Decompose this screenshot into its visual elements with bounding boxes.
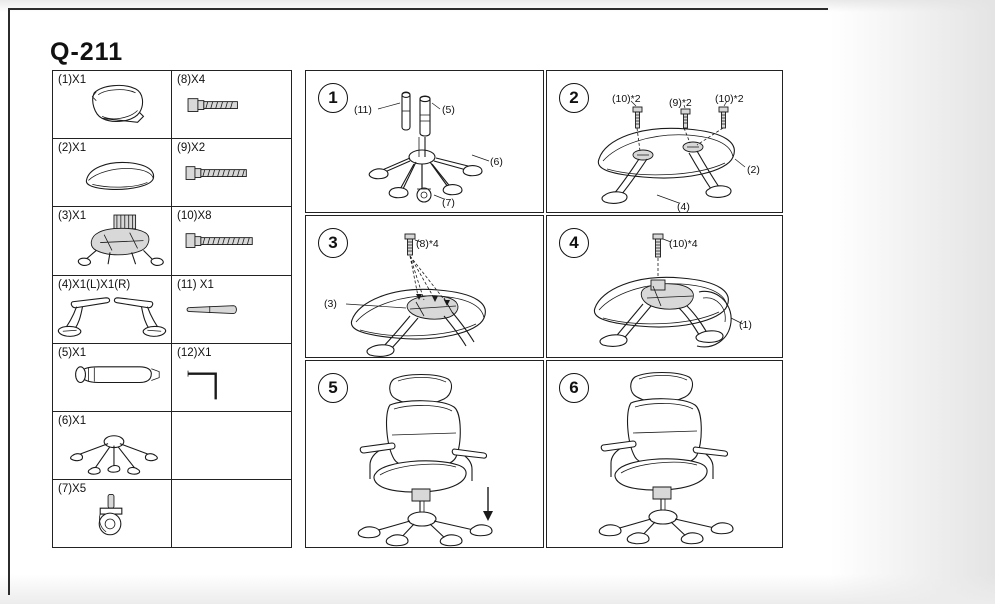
page-title: Q-211 (50, 38, 124, 66)
assembly-steps-grid (305, 70, 783, 548)
part-row-empty-2 (172, 480, 291, 548)
step-panel-4 (546, 215, 783, 358)
step-panel-6 (546, 360, 783, 548)
part-label: (8)X4 (177, 74, 206, 86)
callout-9: (9)*2 (669, 97, 692, 109)
step-panel-1 (305, 70, 544, 213)
callout-10-left: (10)*2 (612, 93, 641, 105)
callout-6: (6) (490, 156, 503, 168)
part-label: (9)X2 (177, 142, 206, 155)
part-label: (12)X1 (177, 346, 212, 359)
step-panel-2 (546, 70, 783, 213)
parts-list-table (52, 70, 292, 548)
callout-2: (2) (747, 164, 760, 176)
part-row-3 (53, 207, 171, 275)
part-row-10 (172, 207, 291, 275)
part-label: (4)X1(L)X1(R) (58, 278, 131, 291)
step-panel-3 (305, 215, 544, 358)
step-number-badge: 6 (559, 373, 589, 403)
part-label: (5)X1 (58, 346, 87, 359)
callout-1: (1) (739, 319, 752, 331)
part-row-1 (53, 71, 171, 139)
step-panel-5 (305, 360, 544, 548)
part-row-4 (53, 276, 171, 344)
callout-8: (8)*4 (416, 238, 439, 250)
part-row-11 (172, 276, 291, 344)
step-number-badge: 3 (318, 228, 348, 258)
callout-10: (10)*4 (669, 238, 698, 250)
callout-5: (5) (442, 104, 455, 116)
part-row-5 (53, 344, 171, 412)
part-row-7 (53, 480, 171, 548)
part-label: (11) X1 (177, 278, 214, 291)
step-number-badge: 4 (559, 228, 589, 258)
part-label: (1)X1 (58, 74, 87, 86)
callout-11: (11) (354, 104, 372, 116)
part-row-2 (53, 139, 171, 207)
callout-7: (7) (442, 197, 455, 209)
part-label: (6)X1 (58, 414, 87, 427)
part-row-6 (53, 412, 171, 480)
step-number-badge: 5 (318, 373, 348, 403)
parts-column-left (53, 71, 172, 547)
parts-column-right (172, 71, 291, 547)
callout-10-right: (10)*2 (715, 93, 744, 105)
step-number-badge: 1 (318, 83, 348, 113)
part-row-12 (172, 344, 291, 412)
part-label: (7)X5 (58, 483, 87, 496)
part-label: (2)X1 (58, 142, 87, 155)
callout-3: (3) (324, 298, 337, 310)
part-label: (3)X1 (58, 210, 87, 223)
step-number-badge: 2 (559, 83, 589, 113)
callout-4: (4) (677, 201, 690, 213)
part-row-empty-1 (172, 412, 291, 480)
part-label: (10)X8 (177, 210, 212, 223)
part-row-9 (172, 139, 291, 207)
part-row-8 (172, 71, 291, 139)
scan-shadow-right (830, 0, 995, 604)
